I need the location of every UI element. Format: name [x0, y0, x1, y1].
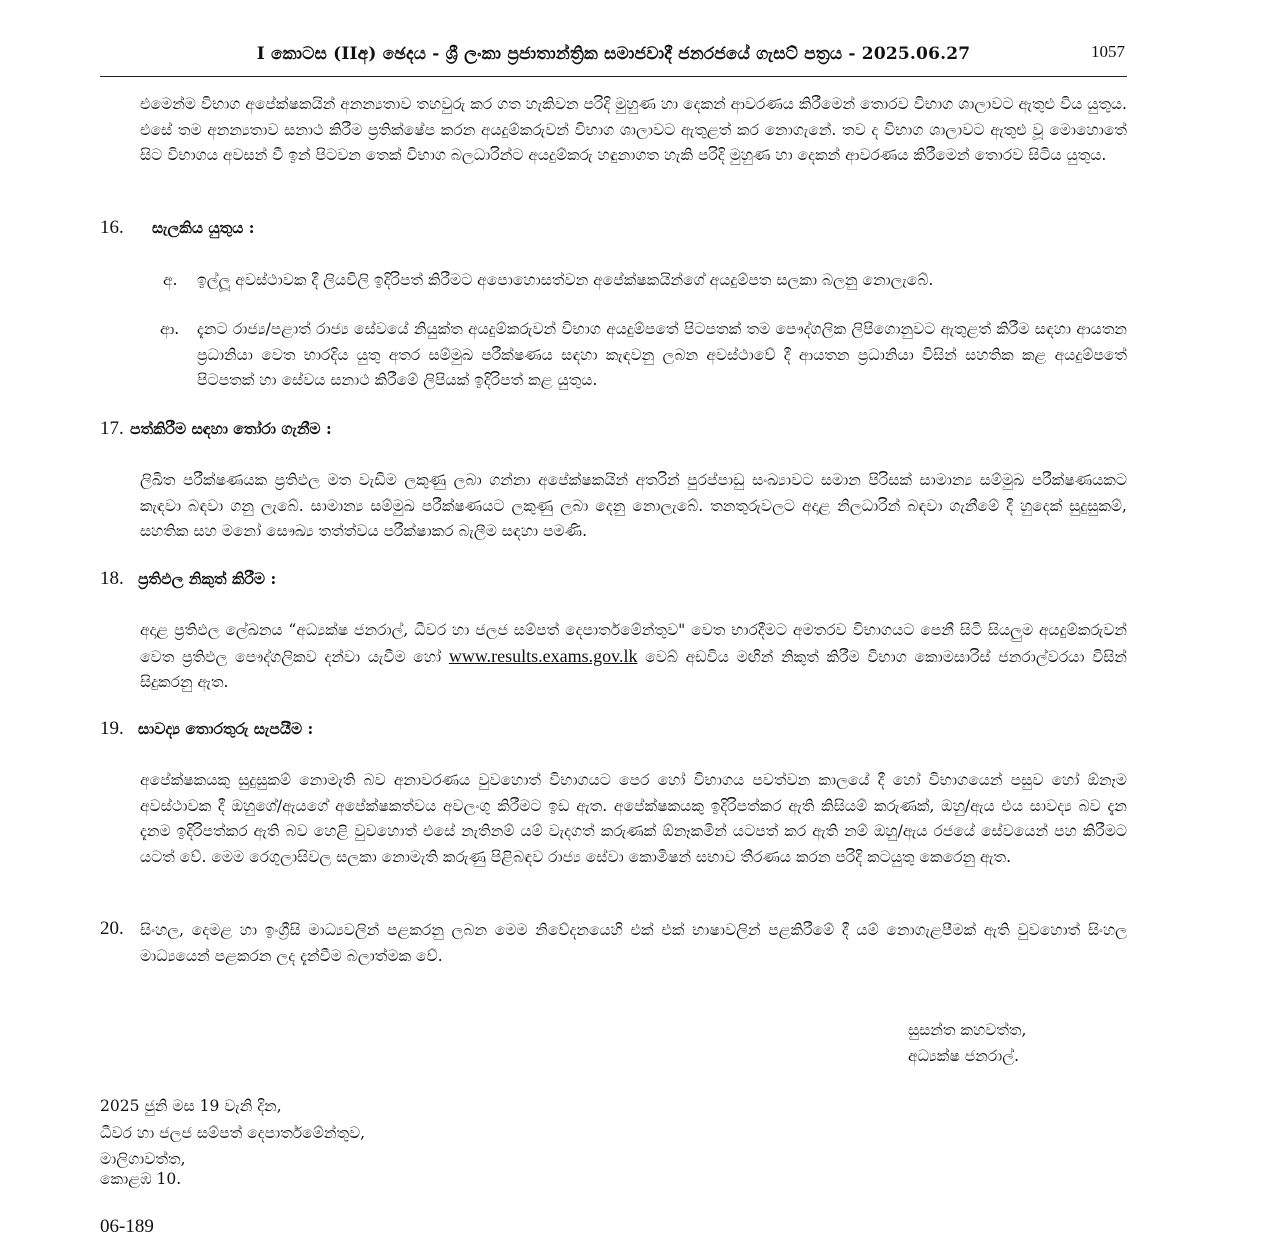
section-16-heading — [100, 216, 254, 240]
signatory-name: සුසන්ත කහවත්ත, — [908, 1021, 1027, 1039]
intro-paragraph: එමෙන්ම විභාග අපේක්ෂකයින් අනන්‍යතාව තහවුරු කර ගත හැකිවන පරිදි මුහුණ හා දෙකන් ආවරණය කිරීමෙන් තොරව විභාග ශාලාවට ඇතුළු විය යුතුය. එසේ තම අනන්‍යතාව සනාථ කිරීම ප්‍රතික්ෂේප කරන අයදුම්කරුවන් විභාග ශාලාවට ඇතුළත් කර නොගැනේ. තව ද විභාග ශාලාවට ඇතුළු වූ මොහොතේ සිට විභාගය අවසන් වී ඉන් පිටවන තෙක් විභාග බලධාරින්ට අයදුම්කරු හඳුනාගත හැකි පරිදි මුහුණ හා දෙකන් ආවරණය කිරීමෙන් තොරව සිටිය යුතුය. — [140, 95, 1127, 164]
signatory-designation: අධ්‍යක්ෂ ජනරාල්. — [908, 1047, 1020, 1065]
reference-code: 06-189 — [100, 1216, 154, 1237]
section-title: පත්කිරීම සඳහා තෝරා ගැනීම : — [130, 419, 332, 438]
section-title: ප්‍රතිඵල නිකුත් කිරීම : — [138, 569, 277, 588]
address-city: කොළඹ 10. — [100, 1170, 182, 1188]
department-name: ධීවර හා ජලජ සම්පත් දෙපාර්තමේන්තුව, — [100, 1124, 366, 1142]
body-text: අදාළ ප්‍රතිඵල ලේඛනය “අධ්‍යක්ෂ ජනරාල්, ධීවර හා ජලජ සම්පත් දෙපාර්තමේන්තුව" වෙත භාරදීමට අමතරව විභාගයට පෙනී සිටි සියලුම අයදුම්කරුවන් වෙත ප්‍රතිඵල පෞද්ගලිකව දන්වා යැවීම හෝ — [140, 621, 1127, 666]
section-18-heading — [100, 567, 276, 591]
section-18-body — [140, 618, 1127, 696]
page-header — [100, 40, 1127, 77]
item-marker: ආ. — [160, 320, 180, 338]
section-number: 19. — [100, 718, 124, 739]
section-19-body: අපේක්ෂකයකු සුදුසුකම් නොමැති බව අනාවරණය වුවහොත් විභාගයට පෙර හෝ විභාගය පවත්වන කාලයේ දී හෝ විභාගයෙන් පසුව හෝ ඕනෑම අවස්ථාවක දී ඔහුගේ/ඇයගේ අපේක්ෂකත්වය අවලංගු කිරීමට ඉඩ ඇත. අපේක්ෂකයකු ඉදිරිපත්කර ඇති කිසියම් කරුණක්, ඔහු/ඇය එය සාවද්‍ය බව දැන දැනම ඉදිරිපත්කර ඇති බව හෙළි වුවහොත් එසේ නැතිනම් යම් වැදගත් කරුණක් ඕනෑකමින් යටපත් කර ඇති නම් ඔහු/ඇය රජයේ සේවයෙන් පහ කිරීමට යටත් වේ. මෙම රෙගුලාසිවල සලකා නොමැති කරුණු පිළිබඳව රාජ්‍ය සේවා කොමිෂන් සභාව තීරණය කරන පරිදි කටයුතු කෙරෙනු ඇත. — [140, 771, 1127, 866]
section-title: සාවද්‍ය තොරතුරු සැපයීම : — [138, 719, 314, 738]
body-text: වෙබ් අඩවිය මඟින් නිකුත් කිරීම විභාග කොමසාරිස් ජනරාල්වරයා විසින් සිදුකරනු ඇත. — [140, 647, 1127, 691]
section-title: සැලකිය යුතුය : — [152, 218, 255, 237]
section-17-heading — [100, 417, 332, 441]
section-16-item-aa: දැනට රාජ්‍ය/පළාත් රාජ්‍ය සේවයේ නියුක්ත අයදුම්කරුවන් විභාග අයදුම්පතේ පිටපතක් තම පෞද්ගලික ලිපිගොනුවට ඇතුළත් කිරීම සඳහා ආයතන ප්‍රධානියා වෙත භාරදිය යුතු අතර සම්මුඛ පරීක්ෂණය සඳහා කැඳවනු ලබන අවස්ථාවේ දී ආයතන ප්‍රධානියා විසින් සහතික කළ අයදුම්පතේ පිටපතක් හා සේවය සනාථ කිරීමේ ලිපියක් ඉදිරිපත් කළ යුතුය. — [197, 320, 1127, 389]
header-title: I කොටස (IIඅ) ඡෙදය - ශ්‍රී ලංකා ප්‍රජාතාන්ත්‍රික සමාජවාදී ජනරජයේ ගැසට් පත්‍රය - 2025.06.27 — [256, 44, 971, 64]
item-marker: අ. — [163, 271, 178, 289]
section-20-heading — [100, 917, 124, 941]
section-number: 16. — [100, 217, 124, 238]
section-number: 17. — [100, 418, 124, 439]
issue-date: 2025 ජුනි මස 19 වැනි දින, — [100, 1097, 282, 1115]
address-place: මාලිගාවත්ත, — [100, 1150, 186, 1168]
section-19-heading — [100, 717, 313, 741]
section-16-item-a: ඉල්ලූ අවස්ථාවක දී ලියවිලි ඉදිරිපත් කිරීමට අපොහොසත්වන අපේක්ෂකයින්ගේ අයදුම්පත සලකා බලනු නොලැබේ. — [197, 271, 934, 289]
section-17-body: ලිඛිත පරීක්ෂණයක ප්‍රතිඵල මත වැඩිම ලකුණු ලබා ගන්නා අපේක්ෂකයින් අතරින් පුරප්පාඩු සංඛ්‍යාවට සමාන පිරිසක් සාමාන්‍ය සම්මුඛ පරීක්ෂණයකට කැඳවා බඳවා ගනු ලැබේ. සාමාන්‍ය සම්මුඛ පරීක්ෂණයට ලකුණු ලබා දෙනු නොලැබේ. තනතුරුවලට අදාළ නිලධාරින් බඳවා ගැනීමේ දී හුදෙක් සුදුසුකම්, සහතික සහ මනෝ සෞඛ්‍ය තත්ත්වය පරීක්ෂාකර බැලීම සඳහා පමණි. — [140, 471, 1127, 540]
page-number: 1057 — [1091, 42, 1125, 61]
section-number: 18. — [100, 568, 124, 589]
results-website-link[interactable]: www.results.exams.gov.lk — [448, 645, 638, 666]
section-20-body: සිංහල, දෙමළ හා ඉංග්‍රීසි මාධ්‍යවලින් පළකරනු ලබන මෙම නිවේදනයෙහි එක් එක් භාෂාවලින් පළකිරීමේ දී යම් නොගැළපීමක් ඇති වුවහොත් සිංහල මාධ්‍යයෙන් පළකරන ලද දැන්වීම බලාත්මක වේ. — [140, 921, 1127, 965]
section-number: 20. — [100, 918, 124, 939]
